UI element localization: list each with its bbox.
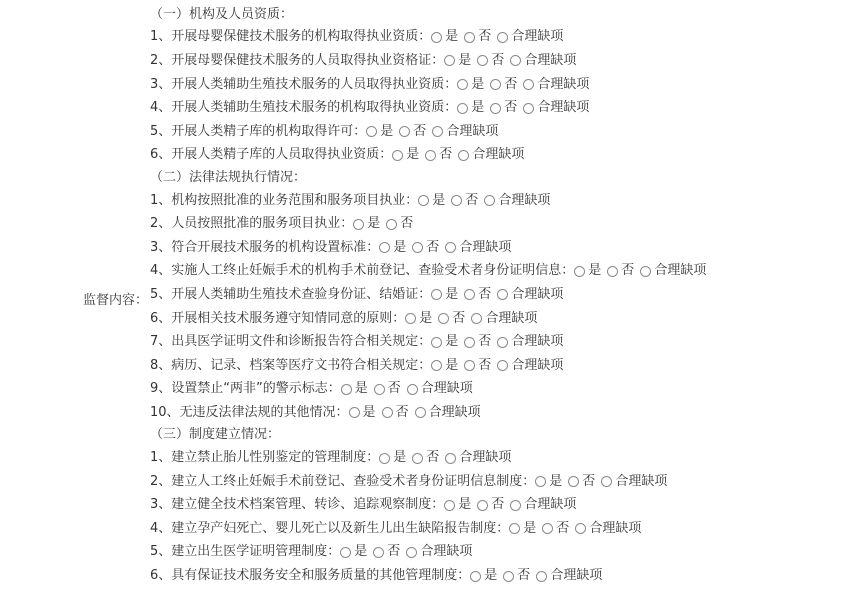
checklist-item <box>150 354 840 378</box>
checklist-item-text: 6、具有保证技术服务安全和服务质量的其他管理制度： <box>150 568 471 584</box>
option-no[interactable] <box>451 191 478 211</box>
radio-not-applicable-circle[interactable] <box>536 571 547 582</box>
option-no-label: 否 <box>517 568 531 584</box>
checklist-item <box>150 470 840 494</box>
checklist-item-text: 5、建立出生医学证明管理制度： <box>150 544 341 560</box>
option-no[interactable] <box>382 403 409 423</box>
checklist-item <box>150 260 840 284</box>
section-heading-text: （一）机构及人员资质： <box>150 6 294 22</box>
section-heading <box>150 425 840 447</box>
radio-yes-circle[interactable] <box>392 150 403 161</box>
option-not-applicable-label: 合理缺项 <box>511 357 564 373</box>
radio-not-applicable-circle[interactable] <box>497 32 508 43</box>
option-no[interactable] <box>490 75 517 95</box>
checklist-item <box>150 564 840 588</box>
checklist-item-text: 1、建立禁止胎儿性别鉴定的管理制度： <box>150 450 380 466</box>
radio-no-circle[interactable] <box>503 571 514 582</box>
option-yes-label: 是 <box>380 123 394 139</box>
radio-not-applicable-circle[interactable] <box>640 266 651 277</box>
checklist-item <box>150 236 840 260</box>
radio-no-circle[interactable] <box>490 79 501 90</box>
option-not-applicable[interactable] <box>497 332 563 352</box>
option-yes-label: 是 <box>393 450 407 466</box>
option-not-applicable[interactable] <box>510 51 576 71</box>
option-no-label: 否 <box>452 310 466 326</box>
radio-group <box>341 379 473 399</box>
radio-yes-circle[interactable] <box>444 500 455 511</box>
radio-not-applicable-circle[interactable] <box>445 453 456 464</box>
option-not-applicable-label: 合理缺项 <box>420 544 473 560</box>
option-not-applicable-label: 合理缺项 <box>459 239 512 255</box>
option-no[interactable] <box>490 98 517 118</box>
radio-group <box>379 238 511 258</box>
radio-yes-circle[interactable] <box>405 313 416 324</box>
checklist-item-text: 5、开展人类精子库的机构取得许可： <box>150 123 367 139</box>
section-heading-text: （三）制度建立情况： <box>150 427 281 443</box>
radio-yes-circle[interactable] <box>574 266 585 277</box>
option-yes[interactable] <box>431 332 458 352</box>
checklist-item <box>150 144 840 168</box>
option-not-applicable-label: 合理缺项 <box>511 29 564 45</box>
radio-not-applicable-circle[interactable] <box>497 337 508 348</box>
radio-not-applicable-circle[interactable] <box>458 150 469 161</box>
radio-no-circle[interactable] <box>477 500 488 511</box>
option-yes-label: 是 <box>432 192 446 208</box>
radio-not-applicable-circle[interactable] <box>415 407 426 418</box>
option-not-applicable[interactable] <box>601 472 667 492</box>
checklist-item <box>150 517 840 541</box>
checklist-item <box>150 189 840 213</box>
option-yes-label: 是 <box>484 568 498 584</box>
checklist-item <box>150 120 840 144</box>
radio-not-applicable-circle[interactable] <box>523 79 534 90</box>
option-yes[interactable] <box>431 27 458 47</box>
option-not-applicable-label: 合理缺项 <box>428 404 481 420</box>
checklist-item-text: 4、开展人类辅助生殖技术服务的机构取得执业资质： <box>150 100 458 116</box>
option-not-applicable-label: 合理缺项 <box>511 334 564 350</box>
radio-not-applicable-circle[interactable] <box>445 242 456 253</box>
option-not-applicable-label: 合理缺项 <box>420 381 473 397</box>
radio-yes-circle[interactable] <box>535 476 546 487</box>
radio-group <box>349 403 481 423</box>
option-yes-label: 是 <box>471 100 485 116</box>
section-heading <box>150 167 840 189</box>
checklist-item-text: 4、实施人工终止妊娠手术的机构手术前登记、查验受术者身份证明信息： <box>150 263 575 279</box>
option-no[interactable] <box>464 332 491 352</box>
option-no[interactable] <box>503 566 530 586</box>
radio-yes-circle[interactable] <box>379 242 390 253</box>
radio-yes-circle[interactable] <box>509 523 520 534</box>
option-yes-label: 是 <box>471 76 485 92</box>
checklist-item-text: 10、无违反法律法规的其他情况： <box>150 404 349 420</box>
option-yes[interactable] <box>379 238 406 258</box>
radio-not-applicable-circle[interactable] <box>510 500 521 511</box>
option-not-applicable[interactable] <box>497 27 563 47</box>
checklist-item-text: 3、开展人类辅助生殖技术服务的人员取得执业资质： <box>150 76 458 92</box>
option-no-label: 否 <box>387 544 401 560</box>
option-no-label: 否 <box>491 497 505 513</box>
radio-no-circle[interactable] <box>477 55 488 66</box>
radio-yes-circle[interactable] <box>418 195 429 206</box>
option-not-applicable-label: 合理缺项 <box>459 450 512 466</box>
checklist-item-text: 1、机构按照批准的业务范围和服务项目执业： <box>150 192 419 208</box>
option-not-applicable[interactable] <box>497 356 563 376</box>
option-yes[interactable] <box>405 309 432 329</box>
option-no-label: 否 <box>478 357 492 373</box>
radio-group <box>574 261 706 281</box>
option-not-applicable[interactable] <box>445 238 511 258</box>
option-not-applicable[interactable] <box>432 122 498 142</box>
option-no[interactable] <box>542 519 569 539</box>
radio-group <box>431 356 563 376</box>
option-yes-label: 是 <box>419 310 433 326</box>
option-not-applicable-label: 合理缺项 <box>446 123 499 139</box>
radio-yes-circle[interactable] <box>340 547 351 558</box>
radio-not-applicable-circle[interactable] <box>575 523 586 534</box>
checklist-item <box>150 26 840 50</box>
option-not-applicable-label: 合理缺项 <box>589 520 642 536</box>
radio-no-circle[interactable] <box>386 219 397 230</box>
supervision-content-label: 监督内容： <box>83 293 149 308</box>
option-no[interactable] <box>477 495 504 515</box>
checklist-item-text: 2、开展母婴保健技术服务的人员取得执业资格证： <box>150 52 445 68</box>
option-yes[interactable] <box>353 214 380 234</box>
checklist-item <box>150 307 840 331</box>
option-no[interactable] <box>386 214 413 234</box>
option-not-applicable[interactable] <box>536 566 602 586</box>
option-yes[interactable] <box>366 122 393 142</box>
radio-group <box>535 472 667 492</box>
option-yes-label: 是 <box>458 497 472 513</box>
checklist-item <box>150 96 840 120</box>
option-yes[interactable] <box>457 75 484 95</box>
option-no-label: 否 <box>426 450 440 466</box>
option-not-applicable[interactable] <box>458 145 524 165</box>
checklist-item-text: 2、人员按照批准的服务项目执业： <box>150 216 354 232</box>
radio-no-circle[interactable] <box>607 266 618 277</box>
checklist-item <box>150 401 840 425</box>
radio-no-circle[interactable] <box>490 103 501 114</box>
option-yes-label: 是 <box>445 286 459 302</box>
radio-group <box>353 214 413 234</box>
option-not-applicable[interactable] <box>497 285 563 305</box>
option-no[interactable] <box>412 448 439 468</box>
option-not-applicable[interactable] <box>523 98 589 118</box>
checklist-item <box>150 212 840 236</box>
option-no-label: 否 <box>582 473 596 489</box>
option-yes[interactable] <box>340 542 367 562</box>
radio-no-circle[interactable] <box>412 242 423 253</box>
option-yes[interactable] <box>431 356 458 376</box>
checklist-item-text: 6、开展人类精子库的人员取得执业资质： <box>150 147 393 163</box>
checklist-item-text: 8、病历、记录、档案等医疗文书符合相关规定： <box>150 357 432 373</box>
radio-not-applicable-circle[interactable] <box>510 55 521 66</box>
radio-not-applicable-circle[interactable] <box>523 103 534 114</box>
option-not-applicable-label: 合理缺项 <box>498 192 551 208</box>
option-yes[interactable] <box>509 519 536 539</box>
option-yes-label: 是 <box>523 520 537 536</box>
option-no[interactable] <box>412 238 439 258</box>
option-no-label: 否 <box>504 76 518 92</box>
option-yes-label: 是 <box>393 239 407 255</box>
checklist-item-text: 9、设置禁止“两非”的警示标志： <box>150 381 341 397</box>
radio-group <box>431 285 563 305</box>
option-no-label: 否 <box>400 216 414 232</box>
option-not-applicable[interactable] <box>510 495 576 515</box>
radio-no-circle[interactable] <box>438 313 449 324</box>
option-yes-label: 是 <box>445 357 459 373</box>
checklist-item <box>150 446 840 470</box>
option-no[interactable] <box>607 261 634 281</box>
option-yes[interactable] <box>418 191 445 211</box>
radio-yes-circle[interactable] <box>431 360 442 371</box>
option-no[interactable] <box>399 122 426 142</box>
option-yes[interactable] <box>349 403 376 423</box>
radio-yes-circle[interactable] <box>444 55 455 66</box>
option-not-applicable-label: 合理缺项 <box>524 52 577 68</box>
radio-group <box>431 332 563 352</box>
option-not-applicable-label: 合理缺项 <box>615 473 668 489</box>
checklist-item <box>150 73 840 97</box>
radio-no-circle[interactable] <box>373 547 384 558</box>
radio-yes-circle[interactable] <box>349 407 360 418</box>
option-not-applicable[interactable] <box>484 191 550 211</box>
option-yes-label: 是 <box>367 216 381 232</box>
option-yes-label: 是 <box>588 263 602 279</box>
radio-yes-circle[interactable] <box>353 219 364 230</box>
radio-yes-circle[interactable] <box>457 79 468 90</box>
radio-yes-circle[interactable] <box>457 103 468 114</box>
option-yes-label: 是 <box>445 334 459 350</box>
option-not-applicable-label: 合理缺项 <box>524 497 577 513</box>
radio-no-circle[interactable] <box>542 523 553 534</box>
checklist-item <box>150 541 840 565</box>
radio-no-circle[interactable] <box>382 407 393 418</box>
option-no[interactable] <box>374 379 401 399</box>
option-not-applicable[interactable] <box>471 309 537 329</box>
option-yes[interactable] <box>431 285 458 305</box>
checklist-item-text: 2、建立人工终止妊娠手术前登记、查验受术者身份证明信息制度： <box>150 473 536 489</box>
option-yes[interactable] <box>341 379 368 399</box>
radio-yes-circle[interactable] <box>341 384 352 395</box>
option-not-applicable[interactable] <box>575 519 641 539</box>
radio-yes-circle[interactable] <box>431 32 442 43</box>
checklist-item <box>150 330 840 354</box>
option-not-applicable-label: 合理缺项 <box>511 286 564 302</box>
option-yes[interactable] <box>574 261 601 281</box>
option-no-label: 否 <box>387 381 401 397</box>
option-yes[interactable] <box>535 472 562 492</box>
radio-no-circle[interactable] <box>464 289 475 300</box>
radio-group <box>444 495 576 515</box>
checklist-item <box>150 378 840 402</box>
radio-group <box>470 566 602 586</box>
option-not-applicable[interactable] <box>407 379 473 399</box>
radio-group <box>418 191 550 211</box>
option-yes[interactable] <box>470 566 497 586</box>
option-yes-label: 是 <box>354 544 368 560</box>
option-not-applicable[interactable] <box>406 542 472 562</box>
option-not-applicable[interactable] <box>640 261 706 281</box>
radio-group <box>366 122 498 142</box>
option-no[interactable] <box>438 309 465 329</box>
radio-yes-circle[interactable] <box>470 571 481 582</box>
radio-no-circle[interactable] <box>568 476 579 487</box>
option-not-applicable[interactable] <box>415 403 481 423</box>
radio-not-applicable-circle[interactable] <box>407 384 418 395</box>
option-no-label: 否 <box>413 123 427 139</box>
radio-group <box>431 27 563 47</box>
radio-group <box>392 145 524 165</box>
option-no[interactable] <box>568 472 595 492</box>
option-yes[interactable] <box>444 495 471 515</box>
option-no-label: 否 <box>478 334 492 350</box>
section-heading <box>150 4 840 26</box>
radio-not-applicable-circle[interactable] <box>601 476 612 487</box>
option-no-label: 否 <box>439 147 453 163</box>
option-no[interactable] <box>477 51 504 71</box>
checklist-item <box>150 49 840 73</box>
option-yes[interactable] <box>392 145 419 165</box>
radio-no-circle[interactable] <box>464 337 475 348</box>
option-yes-label: 是 <box>354 381 368 397</box>
radio-no-circle[interactable] <box>412 453 423 464</box>
section-heading-text: （二）法律法规执行情况： <box>150 169 307 185</box>
radio-group <box>340 542 472 562</box>
option-not-applicable[interactable] <box>523 75 589 95</box>
option-yes-label: 是 <box>549 473 563 489</box>
radio-no-circle[interactable] <box>464 360 475 371</box>
option-no[interactable] <box>464 285 491 305</box>
supervision-checklist <box>150 4 840 588</box>
option-not-applicable-label: 合理缺项 <box>485 310 538 326</box>
option-yes[interactable] <box>457 98 484 118</box>
radio-not-applicable-circle[interactable] <box>497 360 508 371</box>
option-no-label: 否 <box>491 52 505 68</box>
checklist-item <box>150 493 840 517</box>
radio-no-circle[interactable] <box>425 150 436 161</box>
checklist-item-text: 5、开展人类辅助生殖技术查验身份证、结婚证： <box>150 286 432 302</box>
option-yes[interactable] <box>444 51 471 71</box>
option-no[interactable] <box>373 542 400 562</box>
radio-not-applicable-circle[interactable] <box>484 195 495 206</box>
option-no-label: 否 <box>426 239 440 255</box>
checklist-item-text: 3、建立健全技术档案管理、转诊、追踪观察制度： <box>150 497 445 513</box>
radio-no-circle[interactable] <box>464 32 475 43</box>
option-no[interactable] <box>464 356 491 376</box>
option-not-applicable-label: 合理缺项 <box>537 100 590 116</box>
option-not-applicable-label: 合理缺项 <box>472 147 525 163</box>
checklist-item <box>150 283 840 307</box>
option-no-label: 否 <box>478 286 492 302</box>
option-no-label: 否 <box>395 404 409 420</box>
option-yes-label: 是 <box>406 147 420 163</box>
radio-yes-circle[interactable] <box>431 289 442 300</box>
radio-group <box>405 309 537 329</box>
checklist-item-text: 3、符合开展技术服务的机构设置标准： <box>150 239 380 255</box>
radio-not-applicable-circle[interactable] <box>497 289 508 300</box>
checklist-item-text: 7、出具医学证明文件和诊断报告符合相关规定： <box>150 334 432 350</box>
option-not-applicable[interactable] <box>445 448 511 468</box>
option-no-label: 否 <box>465 192 479 208</box>
checklist-item-text: 1、开展母婴保健技术服务的机构取得执业资质： <box>150 29 432 45</box>
radio-no-circle[interactable] <box>374 384 385 395</box>
radio-group <box>444 51 576 71</box>
radio-group <box>379 448 511 468</box>
option-yes[interactable] <box>379 448 406 468</box>
radio-yes-circle[interactable] <box>366 126 377 137</box>
radio-group <box>509 519 641 539</box>
radio-yes-circle[interactable] <box>431 337 442 348</box>
option-not-applicable-label: 合理缺项 <box>550 568 603 584</box>
radio-no-circle[interactable] <box>399 126 410 137</box>
radio-group <box>457 75 589 95</box>
option-no[interactable] <box>425 145 452 165</box>
radio-no-circle[interactable] <box>451 195 462 206</box>
option-yes-label: 是 <box>458 52 472 68</box>
radio-not-applicable-circle[interactable] <box>406 547 417 558</box>
radio-not-applicable-circle[interactable] <box>471 313 482 324</box>
option-no[interactable] <box>464 27 491 47</box>
radio-group <box>457 98 589 118</box>
checklist-item-text: 6、开展相关技术服务遵守知情同意的原则： <box>150 310 406 326</box>
radio-yes-circle[interactable] <box>379 453 390 464</box>
option-no-label: 否 <box>621 263 635 279</box>
radio-not-applicable-circle[interactable] <box>432 126 443 137</box>
checklist-item-text: 4、建立孕产妇死亡、婴儿死亡以及新生儿出生缺陷报告制度： <box>150 520 510 536</box>
option-not-applicable-label: 合理缺项 <box>654 263 707 279</box>
option-no-label: 否 <box>504 100 518 116</box>
option-no-label: 否 <box>556 520 570 536</box>
option-no-label: 否 <box>478 29 492 45</box>
option-yes-label: 是 <box>445 29 459 45</box>
option-not-applicable-label: 合理缺项 <box>537 76 590 92</box>
option-yes-label: 是 <box>362 404 376 420</box>
